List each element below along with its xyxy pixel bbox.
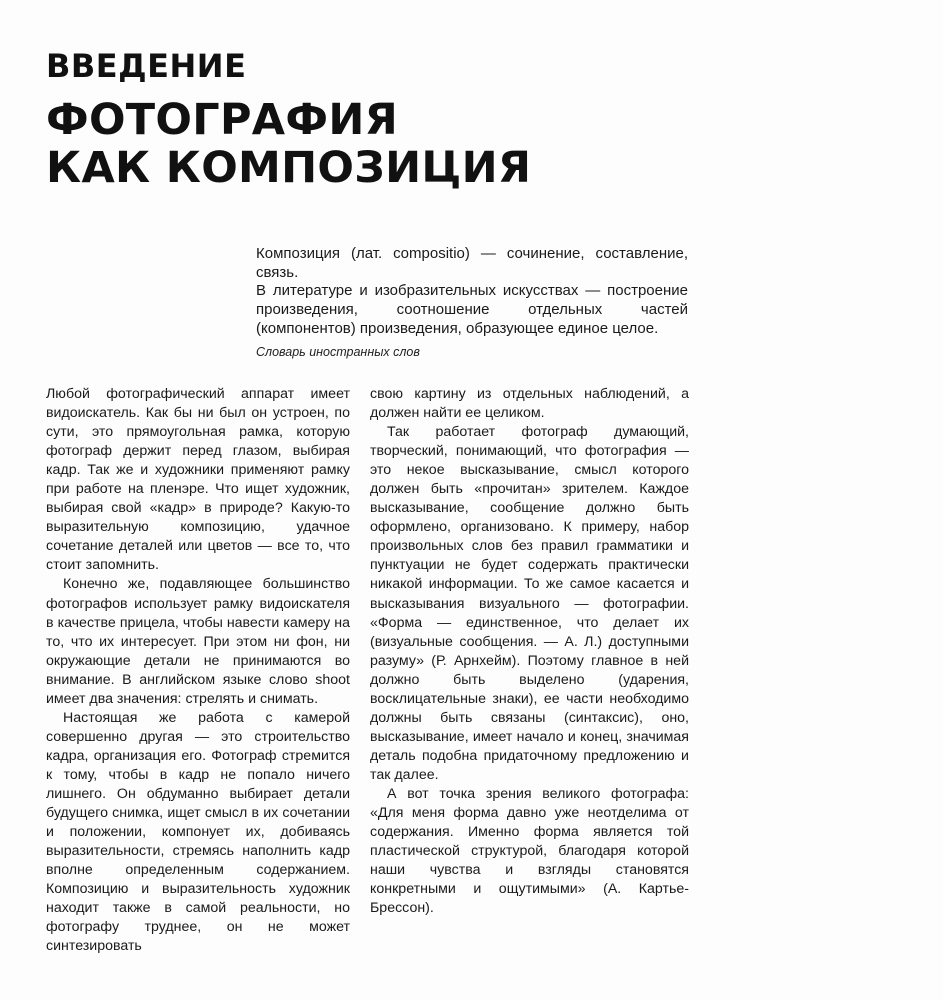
- section-kicker: ВВЕДЕНИЕ: [46, 47, 247, 85]
- paragraph: Конечно же, подавляющее большинство фотографов использует рамку видоискателя в качестве прицела, чтобы навести камеру на то, что их интересует. При этом ни фон, ни окружающие детали не принимаются во внимание. В английском языке слово shoot имеет два значения: стрелять и снимать.: [46, 576, 350, 707]
- paragraph-continued: свою картину из отдельных наблюдений, а должен найти ее целиком.: [370, 386, 689, 422]
- epigraph-definition-1: Композиция (лат. compositio) — сочинение, составление, связь.: [256, 245, 688, 281]
- epigraph-source: Словарь иностранных слов: [256, 344, 420, 359]
- epigraph-definition-2: В литературе и изобразительных искусствах — построение произведения, соотношение отдельных частей (компонентов) произведения, образующее единое целое.: [256, 282, 688, 337]
- epigraph: [256, 245, 688, 361]
- paragraph: Так работает фотограф думающий, творческий, понимающий, что фотография — это некое высказывание, смысл которого должен быть «прочитан» зрителем. Каждое высказывание, сообщение должно быть оформлено, организовано. К примеру, набор произвольных слов без правил грамматики и пунктуации не будет содержать практически никакой информации. То же самое касается и высказывания визуального — фотографии. «Форма — единственное, что делает их (визуальные сообщения. — А. Л.) доступными разуму» (Р. Арнхейм). Поэтому главное в ней должно быть выделено (ударения, восклицательные знаки), ее части необходимо должны быть связаны (синтаксис), оно, высказывание, имеет начало и конец, значимая деталь подобна придаточному предложению и так далее.: [370, 424, 689, 783]
- paragraph: Любой фотографический аппарат имеет видоискатель. Как бы ни был он устроен, по сути, это прямоугольная рамка, которую фотограф держит перед глазом, выбирая кадр. Так же и художники применяют рамку при работе на пленэре. Что ищет художник, выбирая свой «кадр» в природе? Какую-то выразительную композицию, удачное сочетание деталей или цветов — все то, что стоит запомнить.: [46, 386, 350, 574]
- chapter-title: [46, 96, 531, 192]
- text-column-left: [46, 385, 350, 956]
- chapter-title-line-2: КАК КОМПОЗИЦИЯ: [46, 143, 532, 193]
- paragraph: А вот точка зрения великого фотографа: «Для меня форма давно уже неотделима от содержания. Именно форма является той пластической структурой, благодаря которой наши чувства и взгляды становятся конкретными и ощутимыми» (А. Картье-Брессон).: [370, 785, 689, 917]
- text-column-right: [370, 385, 689, 918]
- chapter-title-line-1: ФОТОГРАФИЯ: [46, 95, 399, 145]
- paragraph: Настоящая же работа с камерой совершенно другая — это строительство кадра, организация его. Фотограф стремится к тому, чтобы в кадр не попало ничего лишнего. Он обдуманно выбирает детали будущего снимка, ищет смысл в их сочетании и положении, компонует их, добиваясь выразительности, стремясь наполнить кадр вполне определенным содержанием. Композицию и выразительность художник находит также в самой реальности, но фотографу труднее, он не может синтезировать: [46, 709, 350, 955]
